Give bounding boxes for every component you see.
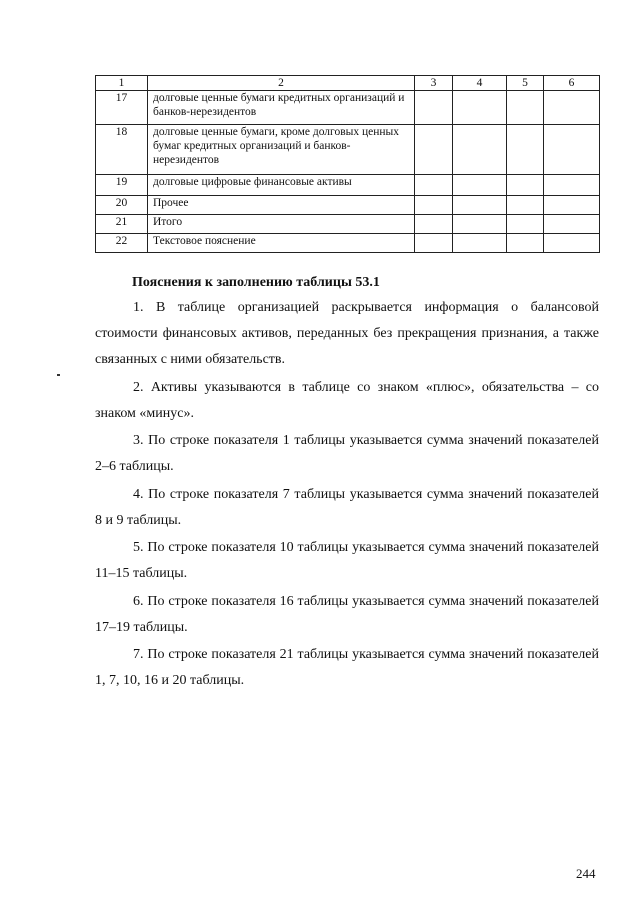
row-number: 19 — [96, 175, 148, 196]
empty-cell — [415, 234, 453, 253]
column-header: 1 — [96, 76, 148, 91]
table-row — [96, 91, 600, 125]
empty-cell — [544, 91, 600, 125]
empty-cell — [507, 215, 544, 234]
empty-cell — [544, 196, 600, 215]
scan-speck — [57, 374, 60, 376]
note-paragraph: 4. По строке показателя 7 таблицы указывается сумма значений показателей 8 и 9 таблицы. — [95, 486, 599, 528]
row-name: долговые ценные бумаги кредитных организаций и банков-нерезидентов — [148, 91, 415, 125]
empty-cell — [544, 175, 600, 196]
note-paragraph: 2. Активы указываются в таблице со знаком «плюс», обязательства – со знаком «минус». — [95, 379, 599, 421]
empty-cell — [415, 196, 453, 215]
row-number: 20 — [96, 196, 148, 215]
note-paragraph: 1. В таблице организацией раскрывается информация о балансовой стоимости финансовых активов, переданных без прекращения признания, а также связанных с ними обязательств. — [95, 300, 599, 367]
notes-body — [95, 295, 599, 694]
row-name: Прочее — [148, 196, 415, 215]
empty-cell — [453, 125, 507, 175]
empty-cell — [507, 125, 544, 175]
column-header: 6 — [544, 76, 600, 91]
row-name: долговые цифровые финансовые активы — [148, 175, 415, 196]
row-name: Итого — [148, 215, 415, 234]
row-number: 17 — [96, 91, 148, 125]
column-header: 3 — [415, 76, 453, 91]
empty-cell — [453, 91, 507, 125]
table-row — [96, 196, 600, 215]
row-number: 18 — [96, 125, 148, 175]
column-header: 4 — [453, 76, 507, 91]
table-row — [96, 234, 600, 253]
notes-title: Пояснения к заполнению таблицы 53.1 — [132, 275, 380, 290]
empty-cell — [544, 215, 600, 234]
table-row — [96, 175, 600, 196]
empty-cell — [544, 234, 600, 253]
note-paragraph: 7. По строке показателя 21 таблицы указывается сумма значений показателей 1, 7, 10, 16 и 20 таблицы. — [95, 647, 599, 688]
empty-cell — [507, 234, 544, 253]
note-paragraph: 6. По строке показателя 16 таблицы указывается сумма значений показателей 17–19 таблицы. — [95, 593, 599, 635]
report-table — [95, 75, 600, 253]
column-header: 2 — [148, 76, 415, 91]
row-number: 22 — [96, 234, 148, 253]
page-number: 244 — [576, 866, 596, 881]
empty-cell — [507, 175, 544, 196]
row-name: Текстовое пояснение — [148, 234, 415, 253]
table-header-row — [96, 76, 600, 91]
table-row — [96, 215, 600, 234]
empty-cell — [453, 175, 507, 196]
note-paragraph: 5. По строке показателя 10 таблицы указывается сумма значений показателей 11–15 таблицы. — [95, 540, 599, 581]
empty-cell — [507, 196, 544, 215]
column-header: 5 — [507, 76, 544, 91]
empty-cell — [415, 175, 453, 196]
empty-cell — [453, 215, 507, 234]
empty-cell — [415, 91, 453, 125]
row-name: долговые ценные бумаги, кроме долговых ценных бумаг кредитных организаций и банков-нерезидентов — [148, 125, 415, 175]
empty-cell — [415, 125, 453, 175]
empty-cell — [453, 234, 507, 253]
empty-cell — [415, 215, 453, 234]
table-row — [96, 125, 600, 175]
note-paragraph: 3. По строке показателя 1 таблицы указывается сумма значений показателей 2–6 таблицы. — [95, 433, 599, 474]
empty-cell — [507, 91, 544, 125]
row-number: 21 — [96, 215, 148, 234]
empty-cell — [544, 125, 600, 175]
empty-cell — [453, 196, 507, 215]
